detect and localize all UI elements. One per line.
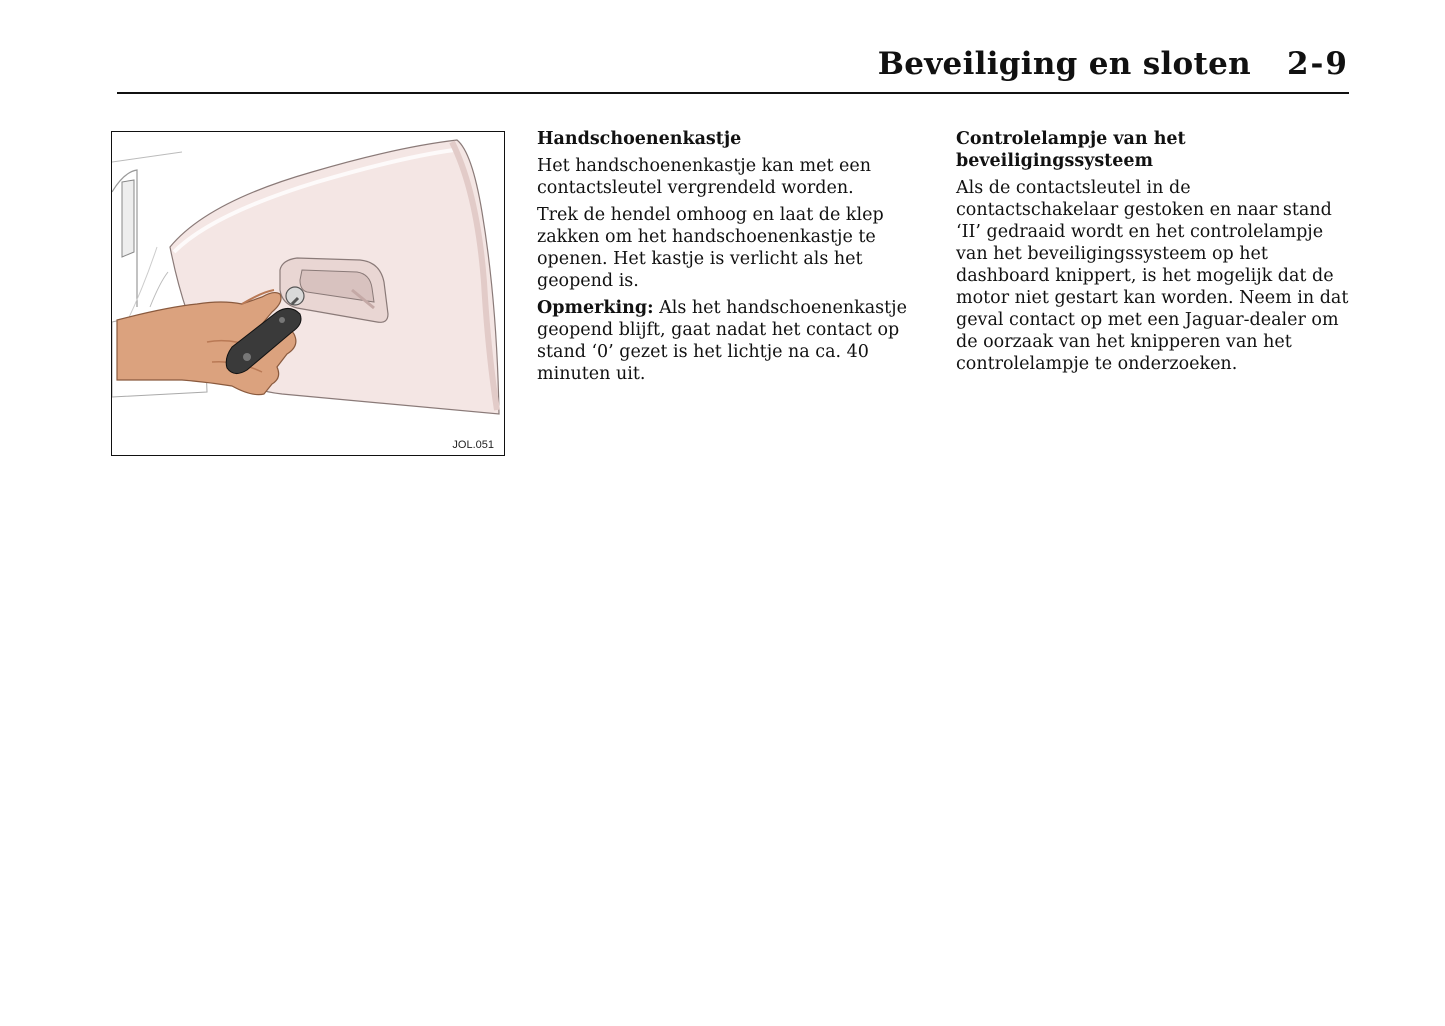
figure-code: JOL.051 (452, 439, 494, 451)
paragraph: Het handschoenenkastje kan met een contactsleutel vergrendeld worden. (537, 156, 872, 198)
section-heading: Handschoenenkastje (537, 129, 742, 149)
paragraph: Trek de hendel omhoog en laat de klep zakken om het handschoenenkastje te openen. Het kastje is verlicht als het geopend is. (537, 205, 884, 291)
trim-line (150, 272, 168, 307)
key-fob-button (243, 353, 251, 361)
paragraph: Als de contactsleutel in de contactschakelaar gestoken en naar stand ‘II’ gedraaid wordt en het controlelampje van het beveiligingssysteem op het dashboard knippert, is het mogelijk dat de motor niet gestart kan worden. Neem in dat geval contact op met een Jaguar-dealer om de oorzaak van het knipperen van het controlelampje te onderzoeken. (956, 178, 1349, 374)
note-paragraph (537, 297, 937, 385)
note-text: Als het handschoenenkastje geopend blijft, gaat nadat het contact op stand ‘0’ gezet is het lichtje na ca. 40 minuten uit. (537, 298, 907, 384)
glovebox-illustration (112, 132, 504, 455)
page-title: Beveiliging en sloten (877, 46, 1251, 82)
heading-line-1: Controlelampje van het (956, 129, 1186, 149)
key-fob-button-2 (279, 317, 285, 323)
page-number: 2-9 (1286, 46, 1349, 82)
warning-lamp-section (956, 128, 1351, 380)
section-heading (956, 128, 1351, 172)
note-label: Opmerking: (537, 298, 654, 318)
vent-slot (122, 180, 134, 257)
dashboard-line (112, 152, 182, 162)
illustration-figure (111, 131, 505, 456)
page-header (117, 44, 1349, 94)
glovebox-section (537, 128, 937, 390)
heading-line-2: beveiligingssysteem (956, 151, 1154, 171)
